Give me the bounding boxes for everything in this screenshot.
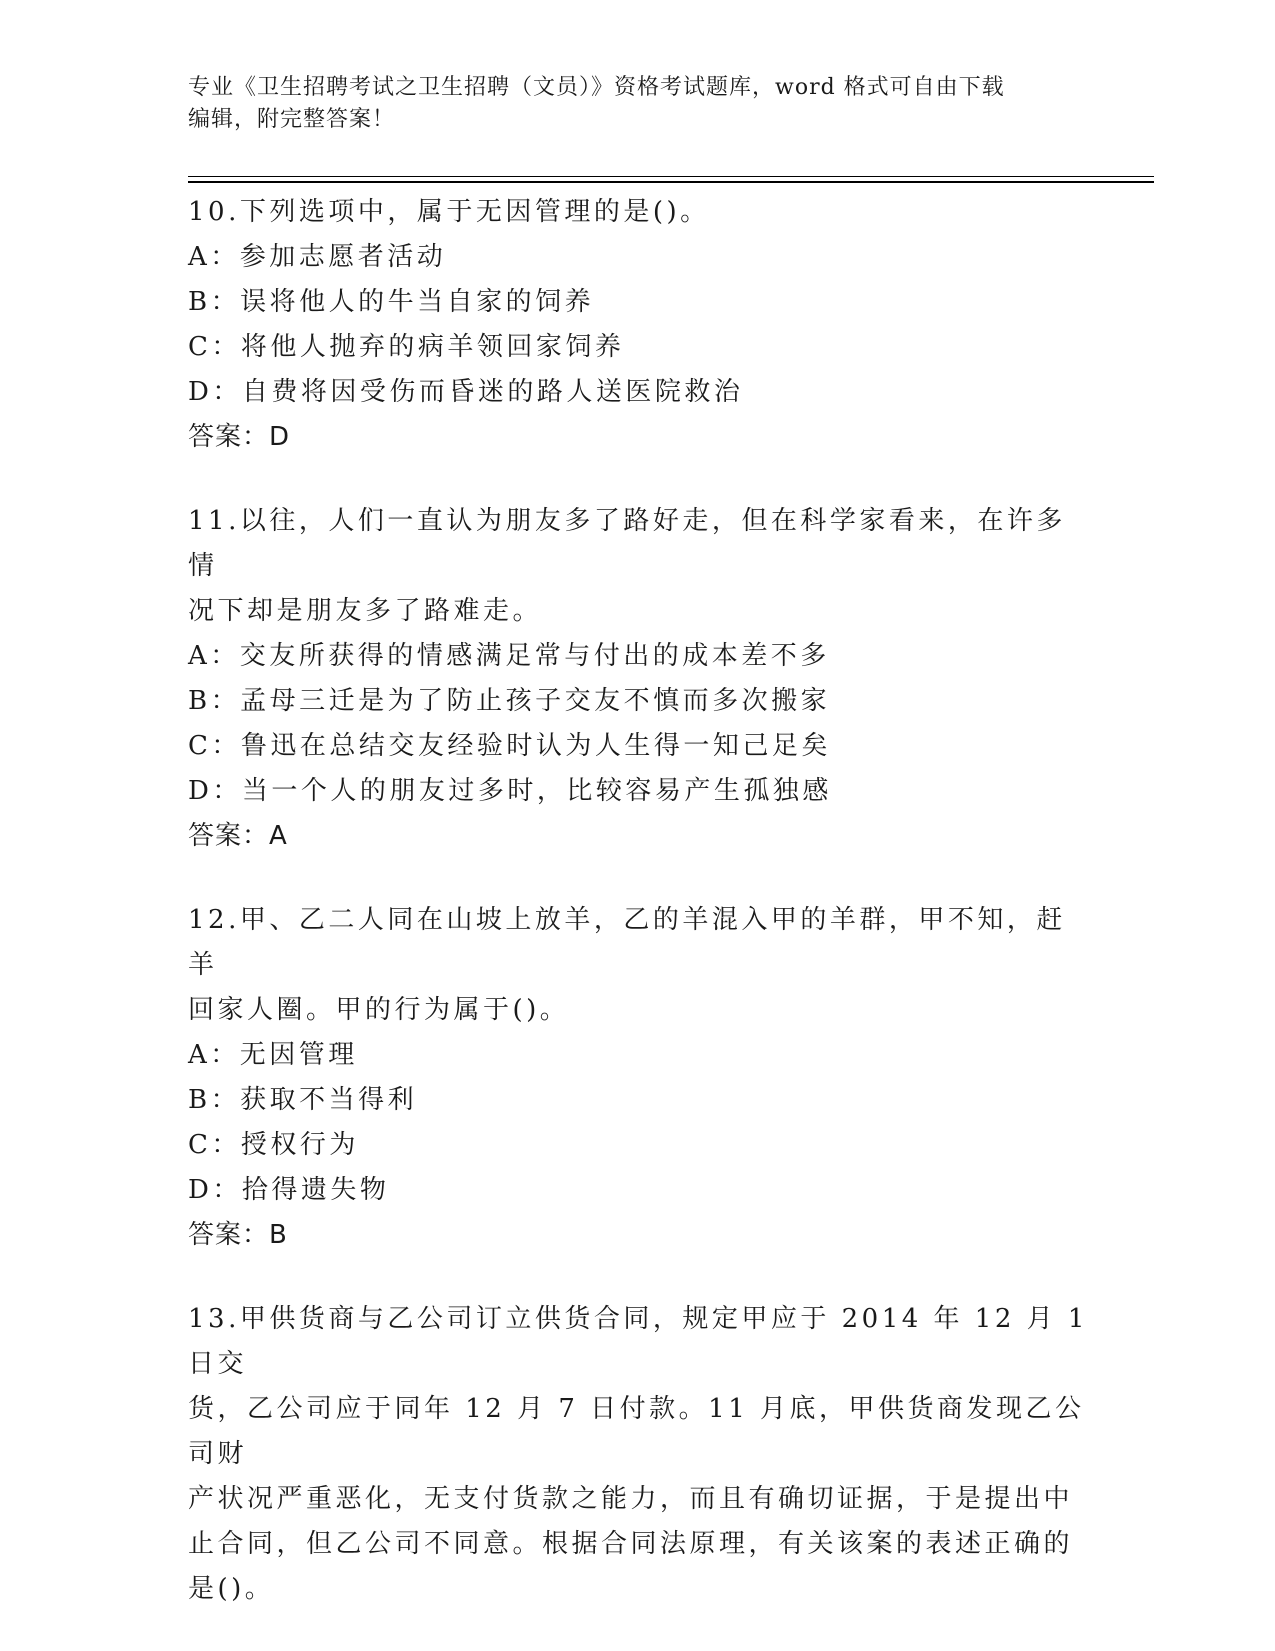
- option-b: B：获取不当得利: [188, 1085, 418, 1115]
- option-d: D：拾得遗失物: [188, 1175, 390, 1205]
- option-c: C：授权行为: [188, 1130, 359, 1160]
- option-a: A：交友所获得的情感满足常与付出的成本差不多: [188, 641, 830, 671]
- question-stem-line-5: 是()。: [188, 1574, 275, 1604]
- question-stem-line-2: 况下却是朋友多了路难走。: [188, 596, 543, 626]
- header-line-2: 编辑，附完整答案！: [188, 107, 396, 132]
- header-divider-thick: [188, 181, 1154, 183]
- answer: 答案：B: [188, 1220, 288, 1250]
- option-b: B：孟母三迁是为了防止孩子交友不慎而多次搬家: [188, 686, 831, 716]
- option-c: C：鲁迅在总结交友经验时认为人生得一知己足矣: [188, 731, 831, 761]
- question-13: [188, 1297, 1088, 1612]
- question-list: [188, 190, 1088, 1651]
- question-stem-line-1: 13.甲供货商与乙公司订立供货合同，规定甲应于 2014 年 12 月 1 日交: [188, 1304, 1088, 1379]
- question-stem-line-2: 回家人圈。甲的行为属于()。: [188, 995, 570, 1025]
- question-12: [188, 898, 1088, 1258]
- option-d: D：当一个人的朋友过多时，比较容易产生孤独感: [188, 776, 832, 806]
- answer: 答案：D: [188, 422, 291, 452]
- document-header: [188, 72, 1088, 136]
- question-stem-line-4: 止合同，但乙公司不同意。根据合同法原理，有关该案的表述正确的: [188, 1529, 1074, 1559]
- answer: 答案：A: [188, 821, 288, 851]
- question-stem: 10.下列选项中，属于无因管理的是()。: [188, 197, 710, 227]
- option-b: B：误将他人的牛当自家的饲养: [188, 287, 595, 317]
- header-divider-thin: [188, 176, 1154, 177]
- question-stem-line-3: 产状况严重恶化，无支付货款之能力，而且有确切证据，于是提出中: [188, 1484, 1074, 1514]
- question-11: [188, 499, 1088, 859]
- question-stem-line-1: 11.以往，人们一直认为朋友多了路好走，但在科学家看来，在许多情: [188, 506, 1066, 581]
- option-a: A：无因管理: [188, 1040, 358, 1070]
- option-d: D：自费将因受伤而昏迷的路人送医院救治: [188, 377, 744, 407]
- question-stem-line-1: 12.甲、乙二人同在山坡上放羊，乙的羊混入甲的羊群，甲不知，赶羊: [188, 905, 1066, 980]
- option-c: C：将他人抛弃的病羊领回家饲养: [188, 332, 625, 362]
- question-10: [188, 190, 1088, 460]
- header-line-1: 专业《卫生招聘考试之卫生招聘（文员）》资格考试题库，word 格式可自由下载: [188, 75, 1005, 100]
- question-stem-line-2: 货，乙公司应于同年 12 月 7 日付款。11 月底，甲供货商发现乙公司财: [188, 1394, 1085, 1469]
- option-a: A：参加志愿者活动: [188, 242, 447, 272]
